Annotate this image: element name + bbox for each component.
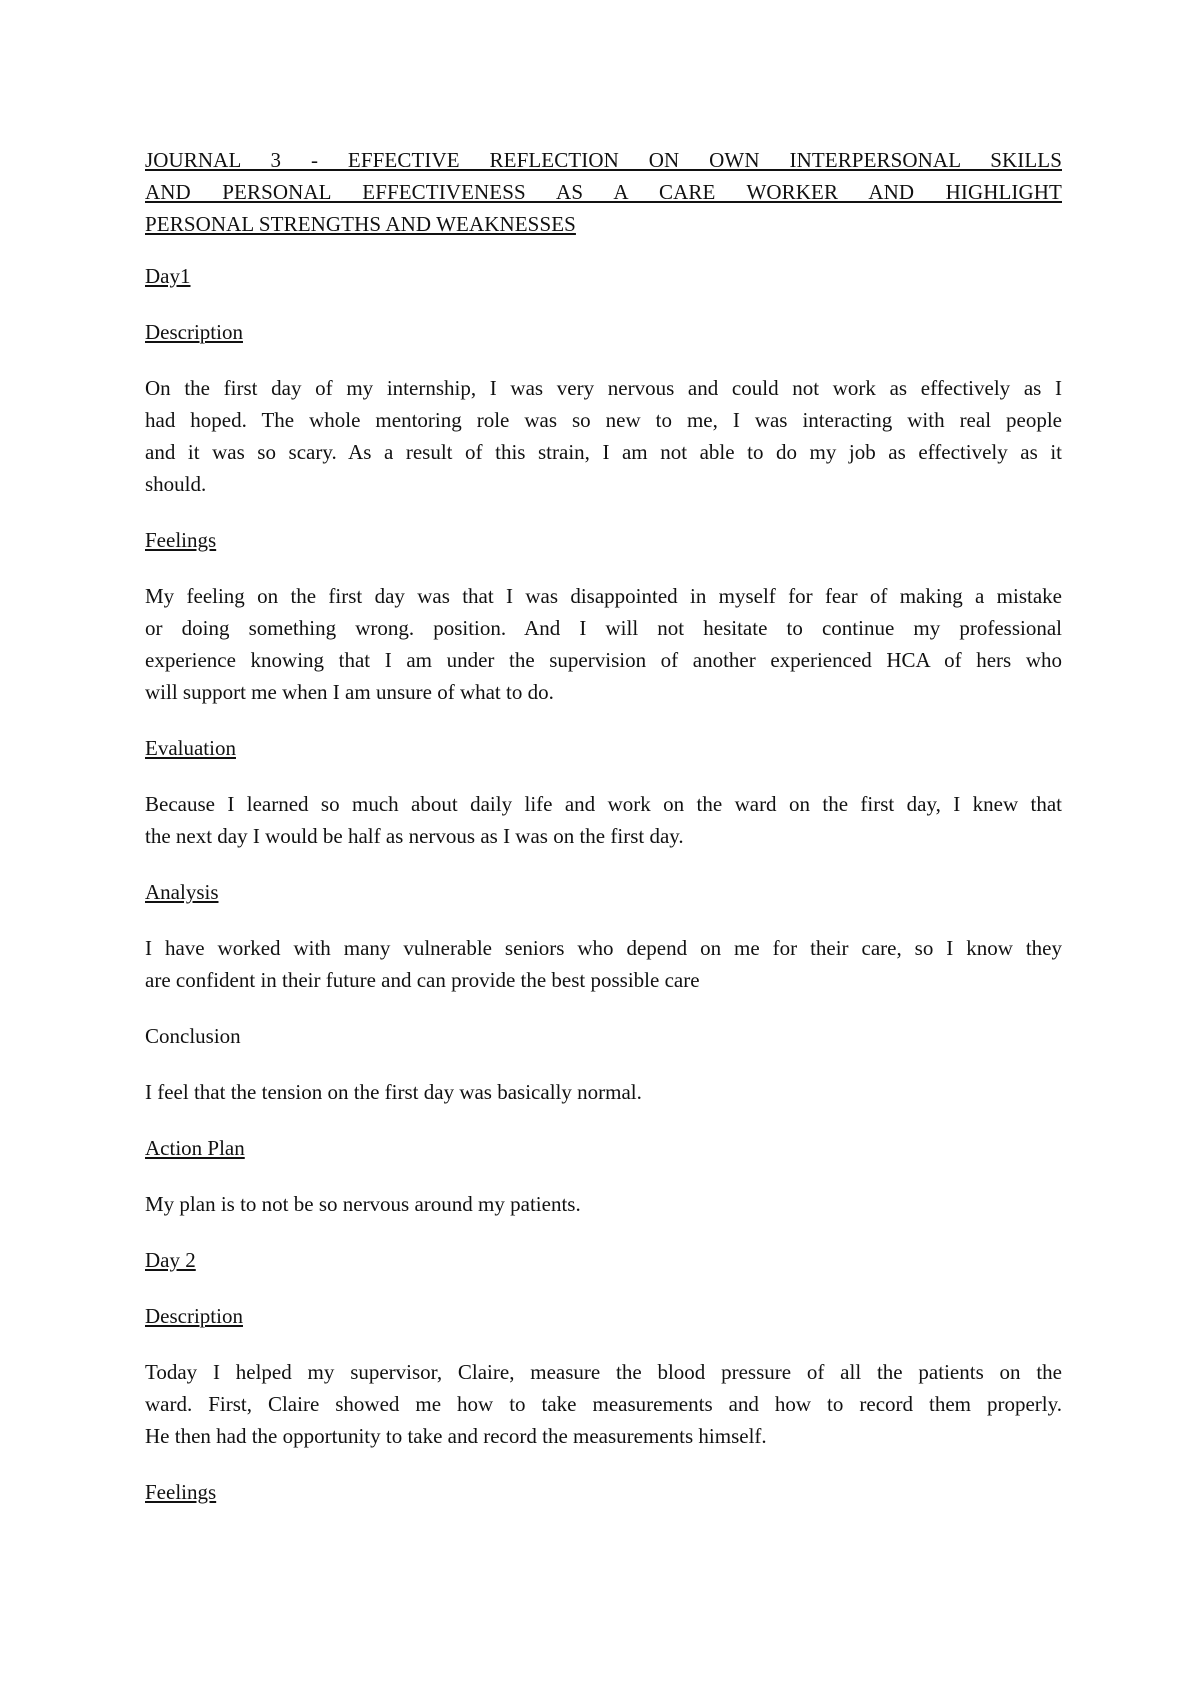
document-body (145, 144, 1062, 1532)
day1-analysis-heading: Analysis (145, 880, 219, 904)
day1-conclusion-text (145, 1076, 1062, 1108)
journal-title (145, 144, 1062, 240)
text-line: Today I helped my supervisor, Claire, measure the blood pressure of all the patients on the (145, 1360, 1062, 1384)
text-line: I feel that the tension on the first day was basically normal. (145, 1080, 642, 1104)
text-line: or doing something wrong. position. And I will not hesitate to continue my professional (145, 616, 1062, 640)
day1-description-text (145, 372, 1062, 500)
day2-description-text (145, 1356, 1062, 1452)
day1-description-heading: Description (145, 320, 243, 344)
text-line: should. (145, 472, 207, 496)
day1-label: Day1 (145, 264, 191, 288)
text-line: He then had the opportunity to take and record the measurements himself. (145, 1424, 767, 1448)
text-line: experience knowing that I am under the supervision of another experienced HCA of hers who (145, 648, 1062, 672)
text-line: will support me when I am unsure of what to do. (145, 680, 554, 704)
day1-analysis-text (145, 932, 1062, 996)
text-line: Because I learned so much about daily life and work on the ward on the first day, I knew that (145, 792, 1062, 816)
day1-feelings-heading: Feelings (145, 528, 217, 552)
day1-evaluation-text (145, 788, 1062, 852)
text-line: On the first day of my internship, I was very nervous and could not work as effectively as I (145, 376, 1062, 400)
text-line: My feeling on the first day was that I was disappointed in myself for fear of making a mistake (145, 584, 1062, 608)
title-line-3: PERSONAL STRENGTHS AND WEAKNESSES (145, 212, 576, 236)
day1-action-plan-text (145, 1188, 1062, 1220)
text-line: ward. First, Claire showed me how to take measurements and how to record them properly. (145, 1392, 1062, 1416)
day2-description-heading: Description (145, 1304, 243, 1328)
day1-feelings-text (145, 580, 1062, 708)
day1-conclusion-heading: Conclusion (145, 1024, 241, 1048)
day1-evaluation-heading: Evaluation (145, 736, 236, 760)
day2-label: Day 2 (145, 1248, 196, 1272)
text-line: and it was so scary. As a result of this strain, I am not able to do my job as effectively as it (145, 440, 1062, 464)
text-line: My plan is to not be so nervous around my patients. (145, 1192, 581, 1216)
day2-feelings-heading: Feelings (145, 1480, 217, 1504)
day1-action-plan-heading: Action Plan (145, 1136, 245, 1160)
text-line: had hoped. The whole mentoring role was so new to me, I was interacting with real people (145, 408, 1062, 432)
text-line: I have worked with many vulnerable seniors who depend on me for their care, so I know they (145, 936, 1062, 960)
title-line-1: JOURNAL 3 - EFFECTIVE REFLECTION ON OWN INTERPERSONAL SKILLS (145, 148, 1062, 172)
text-line: are confident in their future and can provide the best possible care (145, 968, 700, 992)
text-line: the next day I would be half as nervous as I was on the first day. (145, 824, 684, 848)
title-line-2: AND PERSONAL EFFECTIVENESS AS A CARE WORKER AND HIGHLIGHT (145, 180, 1062, 204)
